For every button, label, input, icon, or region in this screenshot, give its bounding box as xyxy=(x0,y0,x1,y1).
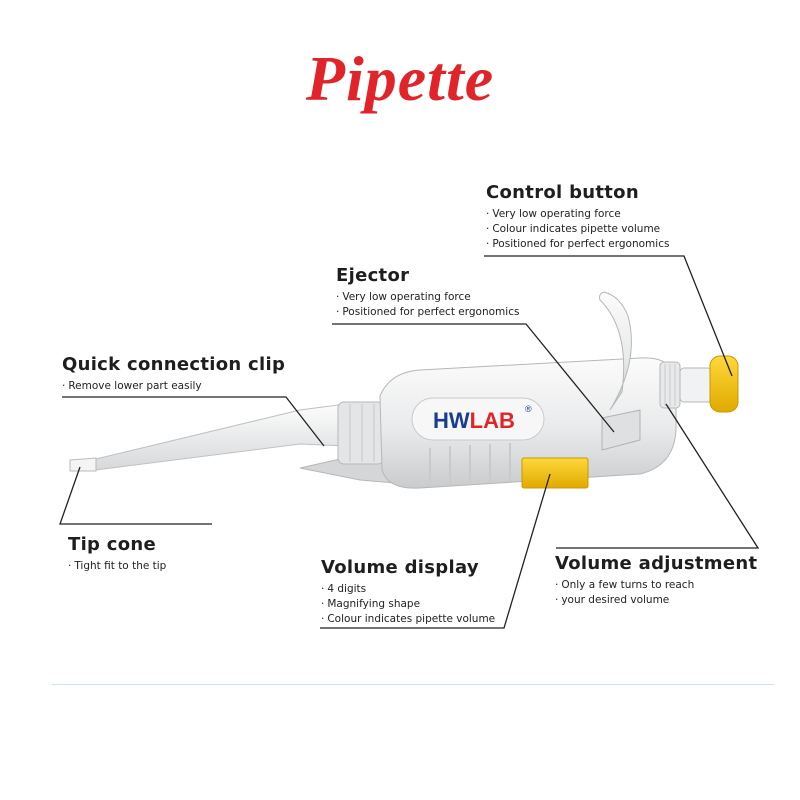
leader-control-button xyxy=(484,256,732,376)
tip-cone xyxy=(70,404,346,470)
callout-bullet: · Very low operating force xyxy=(486,207,669,222)
diagram-title: Pipette xyxy=(305,43,495,114)
callout-bullet: · Tight fit to the tip xyxy=(68,559,166,574)
clip-ring xyxy=(338,402,384,464)
callout-control-button xyxy=(486,182,669,252)
callout-tip-cone xyxy=(68,534,166,574)
registered-mark: ® xyxy=(525,404,532,414)
callout-heading: Volume display xyxy=(321,557,479,578)
brand-text: HWLAB xyxy=(433,408,515,433)
volume-display-window xyxy=(522,458,588,488)
control-button-cap xyxy=(710,356,738,412)
callout-bullet: · Colour indicates pipette volume xyxy=(486,222,669,237)
plunger-shaft xyxy=(680,368,712,402)
callout-bullet: · Colour indicates pipette volume xyxy=(321,612,495,627)
callout-bullet: · Positioned for perfect ergonomics xyxy=(486,237,669,252)
bottom-divider xyxy=(52,684,774,685)
callout-bullet: · 4 digits xyxy=(321,582,495,597)
tip-end xyxy=(70,458,96,471)
callout-heading: Tip cone xyxy=(68,534,157,555)
callout-bullet: · your desired volume xyxy=(555,593,757,608)
callout-volume-display xyxy=(321,557,495,627)
callout-ejector xyxy=(336,265,519,320)
callout-bullet: · Very low operating force xyxy=(336,290,519,305)
callout-volume-adjustment xyxy=(555,553,757,608)
callout-heading: Volume adjustment xyxy=(555,553,758,574)
leader-tip-cone xyxy=(60,467,212,524)
callout-heading: Quick connection clip xyxy=(62,354,286,375)
callout-bullet: · Magnifying shape xyxy=(321,597,495,612)
callout-bullet: · Remove lower part easily xyxy=(62,379,285,394)
callout-heading: Ejector xyxy=(336,265,410,286)
callout-heading: Control button xyxy=(486,182,639,203)
callout-quick-connection-clip xyxy=(62,354,285,394)
callout-bullet: · Positioned for perfect ergonomics xyxy=(336,305,519,320)
callout-bullet: · Only a few turns to reach xyxy=(555,578,757,593)
